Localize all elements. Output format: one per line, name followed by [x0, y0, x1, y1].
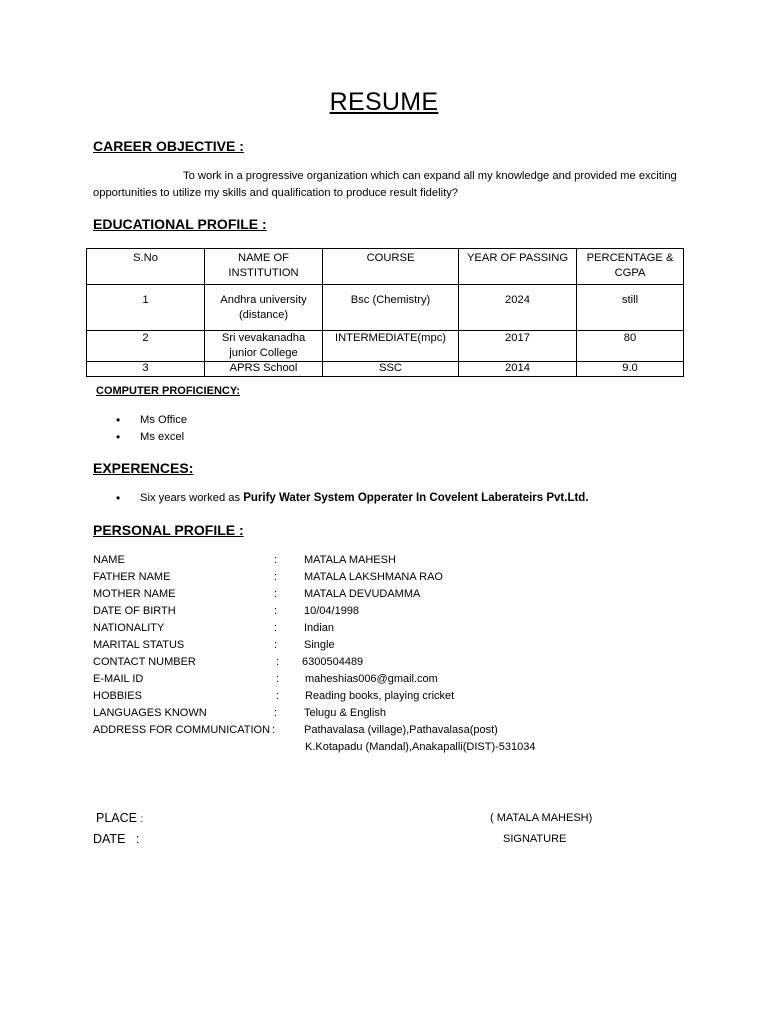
column-header: COURSE [323, 249, 459, 285]
field-value-address: Pathavalasa (village),Pathavalasa(post) [304, 724, 498, 736]
field-colon: : [272, 724, 276, 736]
table-row [87, 285, 684, 331]
field-colon: : [274, 605, 278, 617]
education-table-header [87, 249, 684, 285]
field-value-contact-number: 6300504489 [302, 656, 364, 668]
field-value-father-name: MATALA LAKSHMANA RAO [304, 571, 443, 583]
career-objective-heading: CAREER OBJECTIVE : [93, 138, 244, 154]
place-label: PLACE : [96, 811, 144, 825]
personal-profile-heading: PERSONAL PROFILE : [93, 522, 244, 538]
field-colon: : [276, 690, 280, 702]
resume-title: RESUME [329, 88, 439, 116]
field-label: NATIONALITY [93, 622, 165, 634]
field-value-address-line2: K.Kotapadu (Mandal),Anakapalli(DIST)-531034 [305, 741, 536, 753]
table-row [87, 362, 684, 377]
date-label: DATE : [93, 832, 140, 846]
field-label: E-MAIL ID [93, 673, 144, 685]
field-value-nationality: Indian [304, 622, 334, 634]
field-value-email: maheshias006@gmail.com [305, 673, 438, 685]
experience-prefix: Six years worked as [140, 492, 244, 504]
experience-company: Purify Water System Opperater In Covelent Laberateirs Pvt.Ltd. [243, 492, 589, 504]
computer-skills-list [116, 412, 187, 446]
field-value-hobbies: Reading books, playing cricket [305, 690, 455, 702]
field-label: MOTHER NAME [93, 588, 176, 600]
signature-name: ( MATALA MAHESH) [490, 812, 593, 824]
table-cell: still [577, 285, 684, 331]
column-header: NAME OF INSTITUTION [205, 249, 323, 285]
table-cell: 80 [577, 331, 684, 362]
table-cell: Sri vevakanadha junior College [205, 331, 323, 362]
computer-proficiency-heading: COMPUTER PROFICIENCY: [96, 385, 241, 397]
field-colon: : [274, 707, 278, 719]
field-colon: : [274, 588, 278, 600]
column-header: PERCENTAGE & CGPA [577, 249, 684, 285]
table-cell: 2024 [459, 285, 577, 331]
list-item: • Ms excel [116, 429, 187, 446]
table-cell: SSC [323, 362, 459, 377]
field-colon: : [274, 639, 278, 651]
field-value-languages: Telugu & English [304, 707, 386, 719]
field-colon: : [274, 554, 278, 566]
table-cell: APRS School [205, 362, 323, 377]
field-label: DATE OF BIRTH [93, 605, 176, 617]
table-cell: 1 [87, 285, 205, 331]
field-label: ADDRESS FOR COMMUNICATION [93, 724, 271, 736]
field-colon: : [274, 622, 278, 634]
educational-profile-heading: EDUCATIONAL PROFILE : [93, 216, 267, 232]
field-colon: : [274, 571, 278, 583]
table-cell: 2014 [459, 362, 577, 377]
table-cell: 3 [87, 362, 205, 377]
table-cell: 2017 [459, 331, 577, 362]
field-value-dob: 10/04/1998 [304, 605, 360, 617]
field-value-marital-status: Single [304, 639, 335, 651]
list-item: • Ms Office [116, 412, 187, 429]
table-cell: Bsc (Chemistry) [323, 285, 459, 331]
table-cell: INTERMEDIATE(mpc) [323, 331, 459, 362]
list-item [116, 490, 589, 507]
column-header: S.No [87, 249, 205, 285]
field-label: FATHER NAME [93, 571, 171, 583]
table-cell: 2 [87, 331, 205, 362]
signature-label: SIGNATURE [503, 833, 567, 845]
field-colon: : [276, 656, 280, 668]
table-cell: 9.0 [577, 362, 684, 377]
career-objective-text: To work in a progressive organization which can expand all my knowledge and provided me exciting opportunities to utilize my skills and qualification to produce result fidelity? [93, 170, 677, 199]
table-cell: Andhra university (distance) [205, 285, 323, 331]
field-value-mother-name: MATALA DEVUDAMMA [304, 588, 421, 600]
education-table [86, 248, 684, 377]
field-label: MARITAL STATUS [93, 639, 185, 651]
table-row [87, 331, 684, 362]
column-header: YEAR OF PASSING [459, 249, 577, 285]
field-label: NAME [93, 554, 125, 566]
experience-list [116, 490, 589, 507]
experiences-heading: EXPERENCES: [93, 460, 194, 476]
field-label: LANGUAGES KNOWN [93, 707, 207, 719]
field-label: CONTACT NUMBER [93, 656, 196, 668]
field-label: HOBBIES [93, 690, 142, 702]
field-colon: : [276, 673, 280, 685]
field-value-name: MATALA MAHESH [304, 554, 396, 566]
